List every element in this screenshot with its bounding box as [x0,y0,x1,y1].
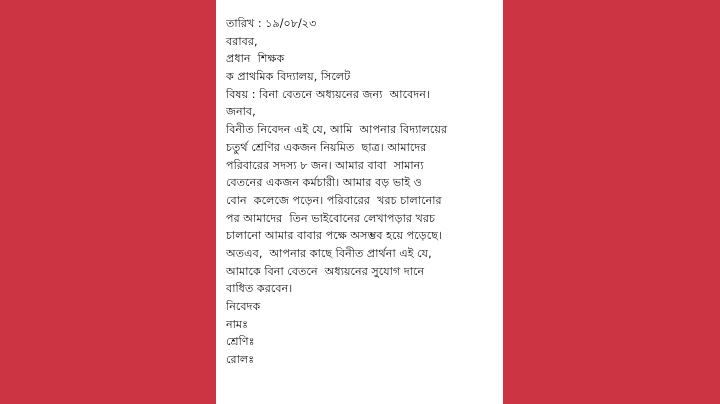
application-letter [226,15,498,369]
letter-body-line: পরিবারের সদস্য ৮ জন। আমার বাবা সামান্য [226,158,424,172]
letter-body-line: পর আমাদের তিন ভাইবোনের লেখাপড়ার খরচ [226,211,436,225]
letter-body-line: আমাকে বিনা বেতনে অধ্যয়নের সুযোগ দানে [226,264,425,278]
letter-date: তারিখ : ১৯/০৮/২৩ [226,17,317,30]
letter-body-line: বাধিত করবেন। [226,282,293,296]
letter-body-line: বিনীত নিবেদন এই যে, আমি আপনার বিদ্যালয়ের [226,123,448,137]
letter-body-line: চালানো আমার বাবার পক্ষে অসম্ভব হয়ে পড়েছে। [226,229,442,243]
letter-salutation: জনাব, [226,105,256,119]
letter-body-line: চতুর্থ শ্রেণির একজন নিয়মিত ছাত্র। আমাদের [226,140,427,154]
letter-body-line: বোন কলেজে পড়েন। পরিবারের খরচ চালানোর [226,193,442,207]
letter-school: ক প্রাথমিক বিদ্যালয়, সিলেট [226,70,351,84]
letter-to: বরাবর, [226,34,258,48]
letter-subject: বিষয় : বিনা বেতনে অধ্যয়নের জন্য আবেদন। [226,87,430,101]
letter-recipient: প্রধান শিক্ষক [226,52,285,66]
letter-body-line: বেতনের একজন কর্মচারী। আমার বড় ভাই ও [226,176,423,190]
letter-page [216,0,503,404]
letter-body-line: অতএব, আপনার কাছে বিনীত প্রার্থনা এই যে, [226,246,432,260]
class-label: শ্রেণিঃ [226,335,255,349]
right-red-panel [503,0,720,404]
name-label: নামঃ [226,317,249,331]
letter-closing: নিবেদক [226,300,261,313]
left-red-panel [0,0,216,404]
roll-label: রোলঃ [226,353,255,367]
